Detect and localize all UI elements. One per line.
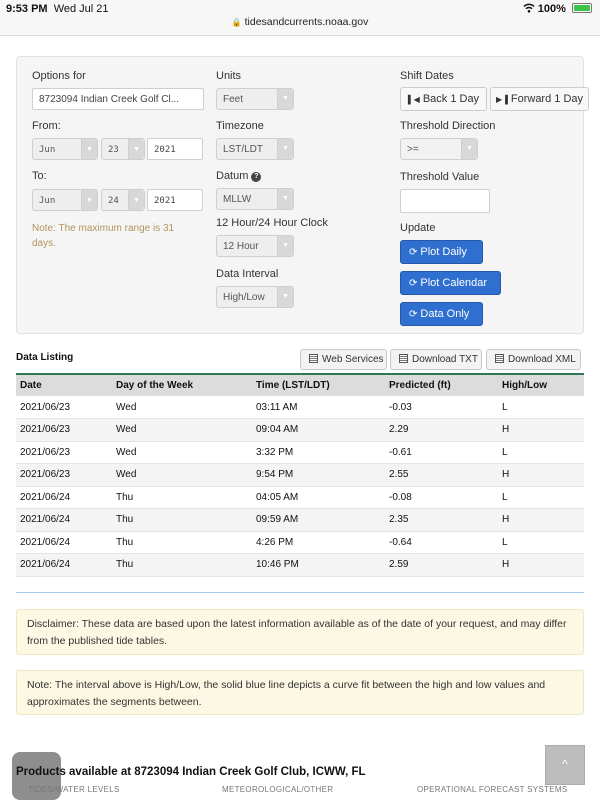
cell-predicted: -0.61	[385, 441, 498, 464]
data-only-button[interactable]: ⟳ Data Only	[400, 302, 483, 326]
forward-1-day-button[interactable]: ▶▐ Forward 1 Day	[490, 87, 589, 111]
cell-date: 2021/06/24	[16, 531, 112, 554]
from-label: From:	[32, 120, 61, 132]
cell-predicted: 2.35	[385, 509, 498, 532]
document-icon	[399, 354, 408, 363]
cell-day: Wed	[112, 419, 252, 442]
refresh-icon: ⟳	[409, 247, 418, 258]
cell-predicted: 2.55	[385, 464, 498, 487]
cell-high-low: L	[498, 441, 584, 464]
cell-day: Thu	[112, 554, 252, 577]
to-year-field[interactable]: 2021	[147, 189, 203, 211]
table-row	[16, 396, 584, 419]
threshold-direction-select[interactable]: >= ▼	[400, 138, 478, 160]
battery-percent: 100%	[537, 3, 566, 15]
threshold-value-input[interactable]	[400, 189, 490, 213]
refresh-icon: ⟳	[409, 278, 418, 289]
cell-day: Thu	[112, 486, 252, 509]
skip-forward-icon: ▶▐	[495, 95, 508, 104]
plot-daily-button[interactable]: ⟳ Plot Daily	[400, 240, 483, 264]
status-right	[523, 3, 592, 15]
table-row	[16, 441, 584, 464]
chevron-down-icon: ▼	[277, 139, 293, 159]
battery-icon	[572, 3, 592, 13]
help-icon[interactable]: ?	[251, 172, 261, 182]
chevron-down-icon: ▼	[277, 189, 293, 209]
cell-time: 3:32 PM	[252, 441, 385, 464]
download-txt-button[interactable]: Download TXT	[390, 349, 482, 370]
cell-high-low: H	[498, 464, 584, 487]
clock-label: 12 Hour/24 Hour Clock	[216, 217, 328, 229]
timezone-select[interactable]: LST/LDT ▼	[216, 138, 294, 160]
web-services-button[interactable]: Web Services	[300, 349, 387, 370]
cell-predicted: -0.03	[385, 396, 498, 419]
table-header-row	[16, 374, 584, 396]
data-listing-title: Data Listing	[16, 352, 74, 363]
cell-time: 4:26 PM	[252, 531, 385, 554]
table-row	[16, 464, 584, 487]
url-text: tidesandcurrents.noaa.gov	[244, 16, 369, 28]
cell-day: Wed	[112, 464, 252, 487]
status-time: 9:53 PM Wed Jul 21	[6, 3, 109, 15]
to-day-select[interactable]: 24 ▼	[101, 189, 145, 211]
clock-select[interactable]: 12 Hour ▼	[216, 235, 294, 257]
cell-high-low: L	[498, 531, 584, 554]
from-month-select[interactable]: Jun ▼	[32, 138, 98, 160]
interval-label: Data Interval	[216, 268, 279, 280]
interval-note-box: Note: The interval above is High/Low, the solid blue line depicts a curve fit between the high and low values and approximates the segments between.	[16, 670, 584, 715]
chevron-down-icon: ▼	[128, 190, 144, 210]
status-bar	[0, 0, 600, 36]
from-day-select[interactable]: 23 ▼	[101, 138, 145, 160]
column-header-date: Date	[16, 374, 112, 396]
datum-select[interactable]: MLLW ▼	[216, 188, 294, 210]
datum-label: Datum ?	[216, 170, 261, 182]
data-table	[16, 373, 584, 577]
cell-time: 09:59 AM	[252, 509, 385, 532]
cell-day: Thu	[112, 509, 252, 532]
document-icon	[495, 354, 504, 363]
back-to-top-button[interactable]: ^	[545, 745, 585, 785]
chevron-down-icon: ▼	[81, 139, 97, 159]
shift-dates-label: Shift Dates	[400, 70, 454, 82]
address-bar[interactable]	[0, 16, 600, 28]
document-icon	[309, 354, 318, 363]
options-for-label: Options for	[32, 70, 86, 82]
column-header-day: Day of the Week	[112, 374, 252, 396]
units-label: Units	[216, 70, 242, 82]
cell-day: Wed	[112, 396, 252, 419]
section-divider	[16, 592, 584, 593]
interval-select[interactable]: High/Low ▼	[216, 286, 294, 308]
download-xml-button[interactable]: Download XML	[486, 349, 581, 370]
from-year-field[interactable]: 2021	[147, 138, 203, 160]
cell-predicted: -0.64	[385, 531, 498, 554]
refresh-icon: ⟳	[409, 309, 418, 320]
lock-icon: 🔒	[231, 18, 242, 27]
plot-calendar-button[interactable]: ⟳ Plot Calendar	[400, 271, 501, 295]
chevron-down-icon: ▼	[128, 139, 144, 159]
to-month-select[interactable]: Jun ▼	[32, 189, 98, 211]
cell-date: 2021/06/23	[16, 441, 112, 464]
chevron-down-icon: ▼	[277, 89, 293, 109]
cell-high-low: L	[498, 396, 584, 419]
cell-predicted: 2.59	[385, 554, 498, 577]
cell-predicted: -0.08	[385, 486, 498, 509]
threshold-direction-label: Threshold Direction	[400, 120, 496, 132]
cell-high-low: H	[498, 509, 584, 532]
table-row	[16, 509, 584, 532]
cell-predicted: 2.29	[385, 419, 498, 442]
cell-time: 03:11 AM	[252, 396, 385, 419]
products-heading: Products available at 8723094 Indian Creek Golf Club, ICWW, FL	[16, 766, 366, 778]
cell-date: 2021/06/24	[16, 486, 112, 509]
disclaimer-box: Disclaimer: These data are based upon the latest information available as of the date of your request, and may differ from the published tide tables.	[16, 609, 584, 655]
cell-high-low: H	[498, 419, 584, 442]
cell-day: Thu	[112, 531, 252, 554]
footer-tab-tides[interactable]: TIDES/WATER LEVELS	[28, 785, 120, 794]
cell-date: 2021/06/24	[16, 554, 112, 577]
cell-date: 2021/06/24	[16, 509, 112, 532]
column-header-time: Time (LST/LDT)	[252, 374, 385, 396]
chevron-down-icon: ▼	[277, 287, 293, 307]
max-range-note: Note: The maximum range is 31 days.	[32, 223, 175, 249]
wifi-icon	[523, 3, 535, 13]
cell-date: 2021/06/23	[16, 419, 112, 442]
cell-time: 09:04 AM	[252, 419, 385, 442]
footer-tab-forecast[interactable]: OPERATIONAL FORECAST SYSTEMS	[417, 785, 568, 794]
cell-time: 10:46 PM	[252, 554, 385, 577]
footer-tab-meteorological[interactable]: METEOROLOGICAL/OTHER	[222, 785, 334, 794]
cell-date: 2021/06/23	[16, 396, 112, 419]
chevron-down-icon: ▼	[277, 236, 293, 256]
table-row	[16, 419, 584, 442]
threshold-value-label: Threshold Value	[400, 171, 480, 183]
table-row	[16, 531, 584, 554]
cell-high-low: H	[498, 554, 584, 577]
skip-back-icon: ▌◀	[407, 95, 420, 104]
cell-time: 9:54 PM	[252, 464, 385, 487]
cell-high-low: L	[498, 486, 584, 509]
back-1-day-button[interactable]: ▌◀ Back 1 Day	[400, 87, 487, 111]
cell-time: 04:05 AM	[252, 486, 385, 509]
table-row	[16, 554, 584, 577]
cell-day: Wed	[112, 441, 252, 464]
cell-date: 2021/06/23	[16, 464, 112, 487]
update-label: Update	[400, 222, 436, 234]
options-panel	[16, 56, 584, 334]
chevron-down-icon: ▼	[461, 139, 477, 159]
chevron-down-icon: ▼	[81, 190, 97, 210]
timezone-label: Timezone	[216, 120, 264, 132]
units-select[interactable]: Feet ▼	[216, 88, 294, 110]
to-label: To:	[32, 170, 47, 182]
column-header-predicted: Predicted (ft)	[385, 374, 498, 396]
column-header-high-low: High/Low	[498, 374, 584, 396]
table-row	[16, 486, 584, 509]
station-field[interactable]: 8723094 Indian Creek Golf Cl...	[32, 88, 204, 110]
